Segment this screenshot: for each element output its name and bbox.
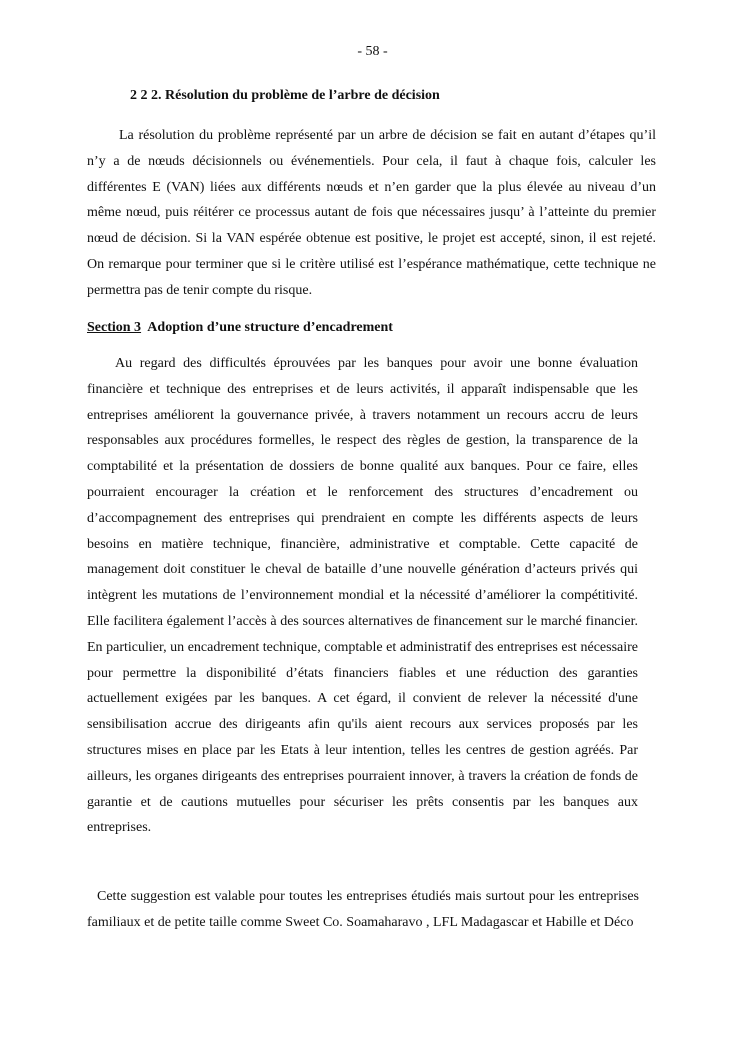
section-heading <box>87 320 393 336</box>
section-number: Section 3 <box>87 320 142 335</box>
paragraph-text: Cette suggestion est valable pour toutes les entreprises étudiés mais surtout pour les entreprises familiaux et de petite taille comme Sweet Co. Soamaharavo , LFL Madagascar et Habille et Déco <box>87 889 639 930</box>
paragraph-resolution <box>87 123 656 304</box>
section-title: Adoption d’une structure d’encadrement <box>147 320 393 335</box>
paragraph-text: La résolution du problème représenté par un arbre de décision se fait en autant d’étapes qu’il n’y a de nœuds décisionnels ou événementiels. Pour cela, il faut à chaque fois, calculer les différentes E (VAN) liées aux différents nœuds et n’en garder que la plus élevée au niveau d’un même nœud, puis réitérer ce processus autant de fois que nécessaires jusqu’ à l’atteinte du premier nœud de décision. Si la VAN espérée obtenue est positive, le projet est accepté, sinon, il est rejeté. On remarque pour terminer que si le critère utilisé est l’espérance mathématique, cette technique ne permettra pas de tenir compte du risque. <box>87 128 656 298</box>
paragraph-text: Au regard des difficultés éprouvées par les banques pour avoir une bonne évaluation financière et technique des entreprises et de leurs activités, il apparaît indispensable que les entreprises améliorent la gouvernance privée, à travers notamment un recours accru de leurs responsables aux procédures formelles, le respect des règles de gestion, la transparence de la comptabilité et la présentation de dossiers de bonne qualité aux banques. Pour ce faire, elles pourraient encourager la création et le renforcement des structures d’encadrement ou d’accompagnement des entreprises qui prendraient en compte les différents aspects de leurs besoins en matière technique, financière, administrative et comptable. Cette capacité de management doit constituer le cheval de bataille d’une nouvelle génération d’acteurs privés qui intègrent les mutations de l’environnement mondial et la nécessité d’améliorer la compétitivité. Elle facilitera également l’accès à des sources alternatives de financement sur le marché financier. En particulier, un encadrement technique, comptable et administratif des entreprises est nécessaire pour permettre la disponibilité d’états financiers fiables et une réduction des garanties actuellement exigées par les banques. A cet égard, il convient de relever la nécessité d'une sensibilisation accrue des dirigeants afin qu'ils aient recours aux services proposés par les structures mises en place par les Etats à leur intention, telles les centres de gestion agréés. Par ailleurs, les organes dirigeants des entreprises pourraient innover, à travers la création de fonds de garantie et de cautions mutuelles pour sécuriser les prêts consentis par les banques aux entreprises. <box>87 356 638 836</box>
paragraph-suggestion <box>87 884 639 936</box>
subheading: 2 2 2. Résolution du problème de l’arbre de décision <box>130 88 440 103</box>
page-number: - 58 - <box>357 44 388 59</box>
paragraph-adoption <box>87 351 638 841</box>
